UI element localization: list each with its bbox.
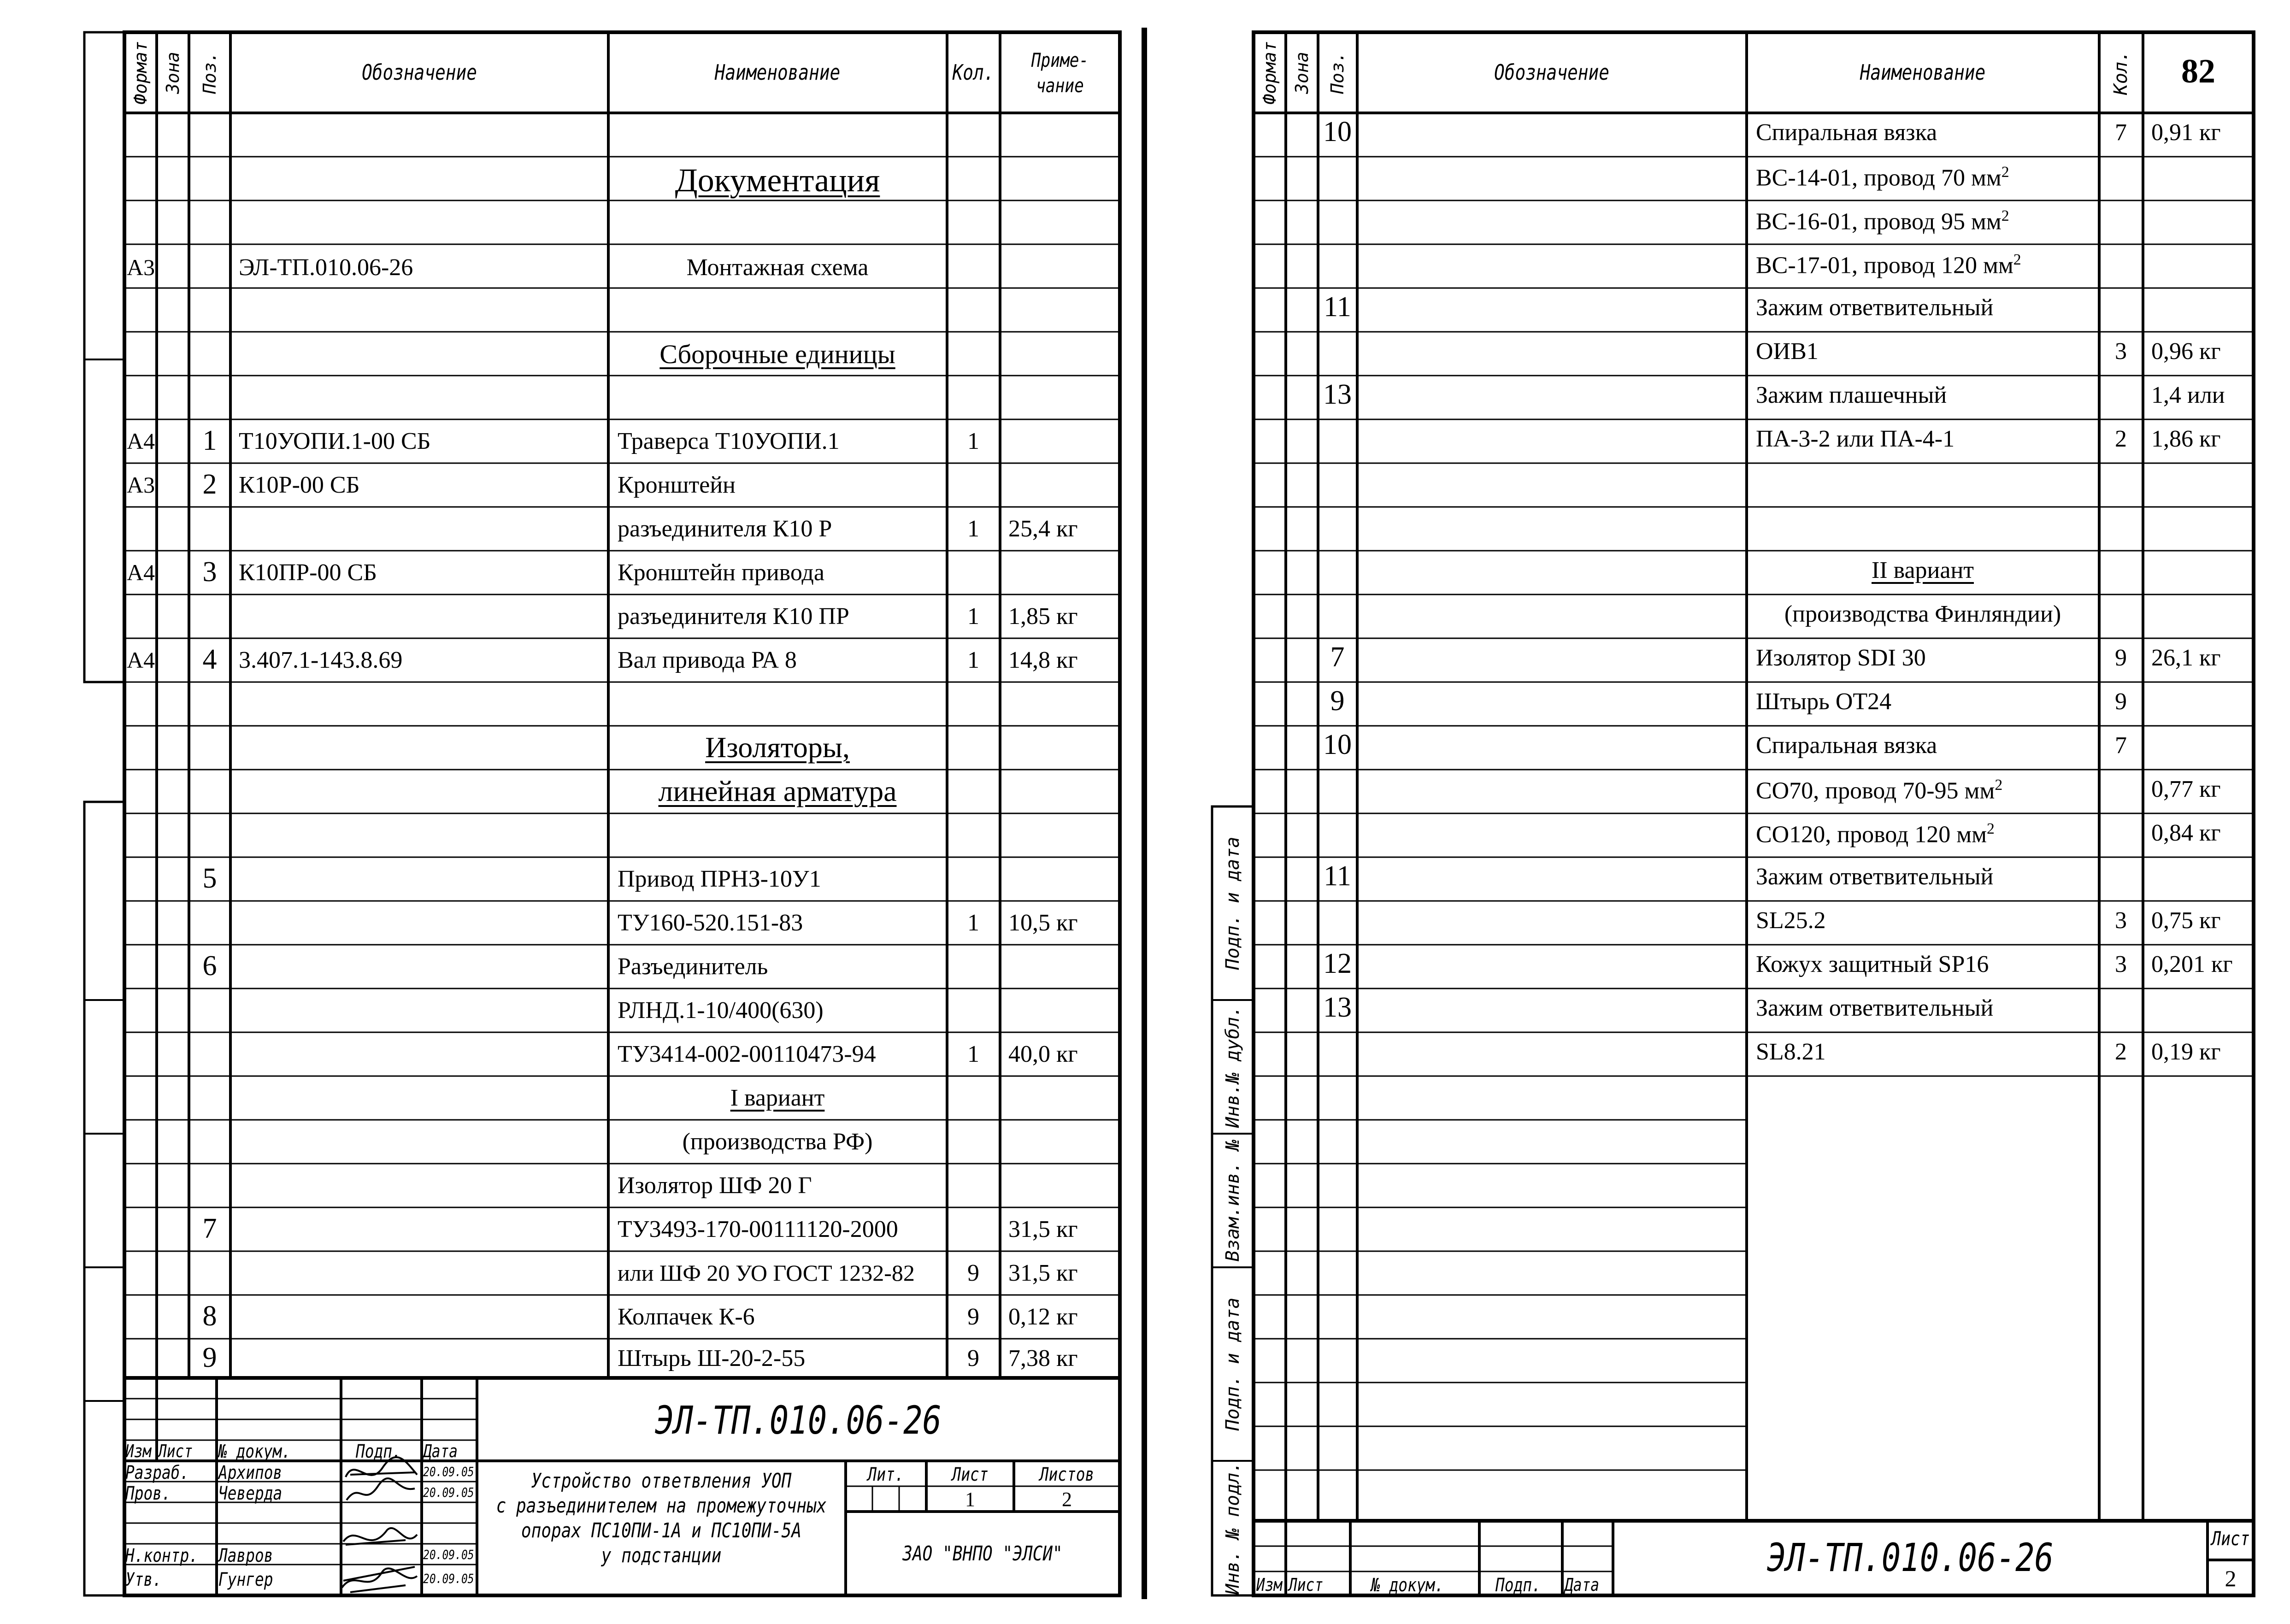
row-note: 0,84 кг — [2151, 820, 2221, 846]
row-pos: 5 — [202, 863, 217, 894]
document-code: ЭЛ-ТП.010.06-26 — [1766, 1535, 2054, 1580]
row-note: 0,12 кг — [1008, 1304, 1078, 1330]
header-designation-label: Обозначение — [1494, 60, 1609, 85]
side-label-sign-date: Подп. и дата — [1222, 836, 1243, 970]
lit-label: Лит. — [867, 1464, 904, 1485]
row-name: Монтажная схема — [686, 254, 869, 281]
row-qty: 1 — [967, 1041, 979, 1067]
row-pos: 13 — [1323, 379, 1352, 410]
role-developer-name: Архипов — [218, 1462, 283, 1483]
row-designation: К10Р-00 СБ — [239, 472, 360, 498]
row-qty: 1 — [967, 603, 979, 630]
row-pos: 11 — [1324, 860, 1351, 892]
variant-1-origin: (производства РФ) — [682, 1129, 873, 1155]
row-name: Штырь Ш-20-2-55 — [618, 1345, 806, 1371]
row-name: или ШФ 20 УО ГОСТ 1232-82 — [618, 1260, 915, 1286]
row-pos: 2 — [202, 469, 217, 500]
row-qty: 3 — [2115, 338, 2127, 365]
sheets-label: Листов — [1039, 1464, 1095, 1485]
col-doc-label: № докум. — [1371, 1575, 1444, 1596]
row-note: 0,19 кг — [2151, 1039, 2221, 1065]
row-qty: 2 — [2115, 426, 2127, 452]
row-note: 31,5 кг — [1008, 1260, 1078, 1286]
role-norm-control-date: 20.09.05 — [423, 1547, 474, 1562]
row-designation: 3.407.1-143.8.69 — [239, 647, 403, 673]
row-name: Колпачек К-6 — [618, 1304, 755, 1330]
row-name: Изолятор SDI 30 — [1756, 645, 1926, 671]
role-approver-date: 20.09.05 — [423, 1571, 474, 1586]
row-note: 0,96 кг — [2151, 338, 2221, 365]
document-code: ЭЛ-ТП.010.06-26 — [654, 1398, 942, 1443]
left-margin-strip-upper — [84, 32, 124, 682]
row-format: А3 — [127, 254, 155, 280]
row-note: 0,75 кг — [2151, 907, 2221, 934]
row-qty: 9 — [967, 1304, 979, 1330]
role-developer-date: 20.09.05 — [423, 1464, 474, 1479]
header-note-label-line2: чание — [1036, 74, 1084, 97]
row-name: Вал привода РА 8 — [618, 647, 797, 673]
role-checker-name: Чеверда — [218, 1483, 283, 1504]
row-name: Кронштейн — [618, 472, 736, 498]
row-name: Зажим ответвительный — [1756, 294, 1994, 321]
row-pos: 1 — [202, 425, 217, 456]
role-developer: Разраб. — [125, 1462, 189, 1483]
row-name: Спиральная вязка — [1756, 732, 1937, 759]
variant-2-origin: (производства Финляндии) — [1784, 601, 2061, 627]
role-norm-control: Н.контр. — [125, 1545, 198, 1566]
row-pos: 8 — [202, 1300, 217, 1332]
row-name: Кожух защитный SP16 — [1756, 951, 1989, 977]
row-note: 7,38 кг — [1008, 1345, 1078, 1371]
col-izm-label: Изм — [1256, 1575, 1283, 1595]
row-qty: 7 — [2115, 119, 2127, 146]
row-qty: 2 — [2115, 1039, 2127, 1065]
row-note: 1,86 кг — [2151, 426, 2221, 452]
side-label-orig-inv: Инв. № подл. — [1222, 1461, 1243, 1595]
row-name: Штырь ОТ24 — [1756, 688, 1892, 715]
role-norm-control-name: Лавров — [218, 1545, 273, 1566]
row-name: разъединителя К10 Р — [618, 516, 832, 542]
row-name: Зажим плашечный — [1756, 382, 1947, 408]
header-name-label: Наименование — [714, 60, 841, 85]
signature-scribbles — [342, 1457, 417, 1592]
row-qty: 1 — [967, 428, 979, 454]
page-number: 82 — [2181, 53, 2215, 90]
row-name: ТУ3493-170-00111120-2000 — [618, 1216, 898, 1242]
title-line-4: у подстанции — [601, 1544, 722, 1567]
row-designation: Т10УОПИ.1-00 СБ — [239, 428, 431, 454]
header-qty-label: Кол. — [952, 60, 995, 85]
row-note: 26,1 кг — [2151, 645, 2221, 671]
row-note: 1,85 кг — [1008, 603, 1078, 630]
row-name: Изолятор ШФ 20 Г — [618, 1172, 812, 1199]
role-approver: Утв. — [125, 1569, 162, 1590]
col-izm-label: Изм — [125, 1441, 152, 1461]
row-name: Привод ПРНЗ-10У1 — [618, 866, 821, 892]
section-variant-2: II вариант — [1871, 557, 1974, 583]
header-zone-label: Зона — [163, 52, 183, 94]
row-name: ВС-14-01, провод 70 $мм^2$ — [1756, 164, 2009, 191]
role-checker-date: 20.09.05 — [423, 1485, 474, 1500]
col-date-label: Дата — [1565, 1575, 1600, 1595]
header-zone-label: Зона — [1292, 52, 1312, 94]
row-name: Разъединитель — [618, 953, 768, 980]
header-format-label: Формат — [130, 41, 151, 105]
sheet-label: Лист — [952, 1464, 989, 1485]
row-note: 14,8 кг — [1008, 647, 1078, 673]
row-name: ВС-16-01, провод 95 $мм^2$ — [1756, 207, 2009, 235]
row-note: 25,4 кг — [1008, 516, 1078, 542]
row-pos: 10 — [1323, 729, 1352, 760]
row-pos: 9 — [202, 1342, 217, 1373]
row-qty: 1 — [967, 910, 979, 936]
col-list-label: Лист — [158, 1441, 193, 1461]
row-name: ВС-17-01, провод 120 $мм^2$ — [1756, 251, 2021, 279]
role-approver-name: Гунгер — [218, 1569, 273, 1590]
row-note: 0,201 кг — [2151, 951, 2233, 977]
row-qty: 9 — [2115, 645, 2127, 671]
row-pos: 4 — [202, 644, 217, 675]
row-qty: 3 — [2115, 951, 2127, 977]
header-pos-label: Поз. — [1327, 52, 1348, 94]
row-note: 0,77 кг — [2151, 776, 2221, 802]
section-insulators-line1: Изоляторы, — [705, 731, 850, 764]
side-label-dup-inv: Инв.№ дубл. — [1222, 1006, 1243, 1128]
row-name: СО70, провод 70-95 $мм^2$ — [1756, 777, 2003, 804]
header-name-label: Наименование — [1860, 60, 1986, 85]
row-pos: 3 — [202, 556, 217, 588]
row-name: Зажим ответвительный — [1756, 864, 1994, 890]
row-pos: 11 — [1324, 291, 1351, 323]
row-format: А4 — [127, 428, 155, 454]
col-list-label: Лист — [1289, 1575, 1324, 1595]
row-name: Кронштейн привода — [618, 559, 824, 586]
row-qty: 3 — [2115, 907, 2127, 934]
row-name: Траверса Т10УОПИ.1 — [618, 428, 840, 454]
row-qty: 9 — [967, 1345, 979, 1371]
role-checker: Пров. — [125, 1483, 171, 1504]
title-line-2: с разъединителем на промежуточных — [496, 1494, 827, 1518]
section-assemblies: Сборочные единицы — [659, 339, 895, 369]
row-pos: 13 — [1323, 992, 1352, 1023]
header-pos-label: Поз. — [200, 52, 220, 94]
row-name: разъединителя К10 ПР — [618, 603, 849, 630]
row-name: SL25.2 — [1756, 907, 1826, 934]
row-qty: 1 — [967, 647, 979, 673]
row-name: РЛНД.1-10/400(630) — [618, 997, 824, 1024]
col-doc-label: № докум. — [218, 1441, 291, 1462]
row-format: А4 — [127, 559, 155, 585]
row-pos: 6 — [202, 950, 217, 982]
row-note: 1,4 или — [2151, 382, 2225, 408]
section-documentation: Документация — [675, 162, 880, 199]
row-name: ОИВ1 — [1756, 338, 1819, 365]
section-insulators-line2: линейная арматура — [658, 775, 897, 807]
row-note: 31,5 кг — [1008, 1216, 1078, 1242]
header-designation-label: Обозначение — [362, 60, 477, 85]
row-pos: 12 — [1323, 948, 1352, 979]
title-line-1: Устройство ответвления УОП — [531, 1469, 792, 1493]
header-format-label: Формат — [1260, 41, 1280, 105]
left-margin-strip-lower — [84, 802, 124, 1595]
section-variant-1: I вариант — [730, 1085, 825, 1111]
row-note: 10,5 кг — [1008, 910, 1078, 936]
row-format: А3 — [127, 472, 155, 498]
row-note: 0,91 кг — [2151, 119, 2221, 146]
row-name: SL8.21 — [1756, 1039, 1826, 1065]
sheets-total: 2 — [1062, 1488, 1072, 1511]
row-name: Спиральная вязка — [1756, 119, 1937, 146]
row-name: СО120, провод 120 $мм^2$ — [1756, 820, 1995, 848]
row-qty: 1 — [967, 516, 979, 542]
sheet-number: 2 — [2225, 1565, 2237, 1591]
row-pos: 7 — [1330, 641, 1345, 673]
row-name: ПА-3-2 или ПА-4-1 — [1756, 426, 1955, 452]
title-line-3: опорах ПС10ПИ-1А и ПС10ПИ-5А — [521, 1519, 802, 1542]
sheet-label: Лист — [2211, 1527, 2250, 1550]
row-name: Зажим ответвительный — [1756, 995, 1994, 1021]
row-name: ТУ160-520.151-83 — [618, 910, 803, 936]
side-label-repl-inv: Взам.инв. № — [1222, 1139, 1243, 1262]
row-qty: 9 — [2115, 688, 2127, 715]
row-qty: 9 — [967, 1260, 979, 1286]
row-note: 40,0 кг — [1008, 1041, 1078, 1067]
side-label-sign-date-2: Подп. и дата — [1222, 1297, 1243, 1431]
col-sign-label: Подп. — [356, 1441, 401, 1462]
row-pos: 9 — [1330, 685, 1345, 717]
col-sign-label: Подп. — [1495, 1575, 1541, 1596]
header-qty-label: Кол. — [2110, 50, 2131, 95]
row-pos: 7 — [202, 1213, 217, 1244]
row-pos: 10 — [1323, 116, 1352, 147]
row-name: ТУ3414-002-00110473-94 — [618, 1041, 876, 1067]
header-note-label-line1: Приме- — [1031, 49, 1089, 71]
row-qty: 7 — [2115, 732, 2127, 759]
row-format: А4 — [127, 647, 155, 673]
col-date-label: Дата — [423, 1441, 458, 1461]
row-designation: К10ПР-00 СБ — [239, 559, 377, 586]
sheet-number: 1 — [965, 1488, 975, 1511]
row-designation: ЭЛ-ТП.010.06-26 — [239, 254, 413, 281]
company-name: ЗАО "ВНПО "ЭЛСИ" — [902, 1542, 1063, 1565]
